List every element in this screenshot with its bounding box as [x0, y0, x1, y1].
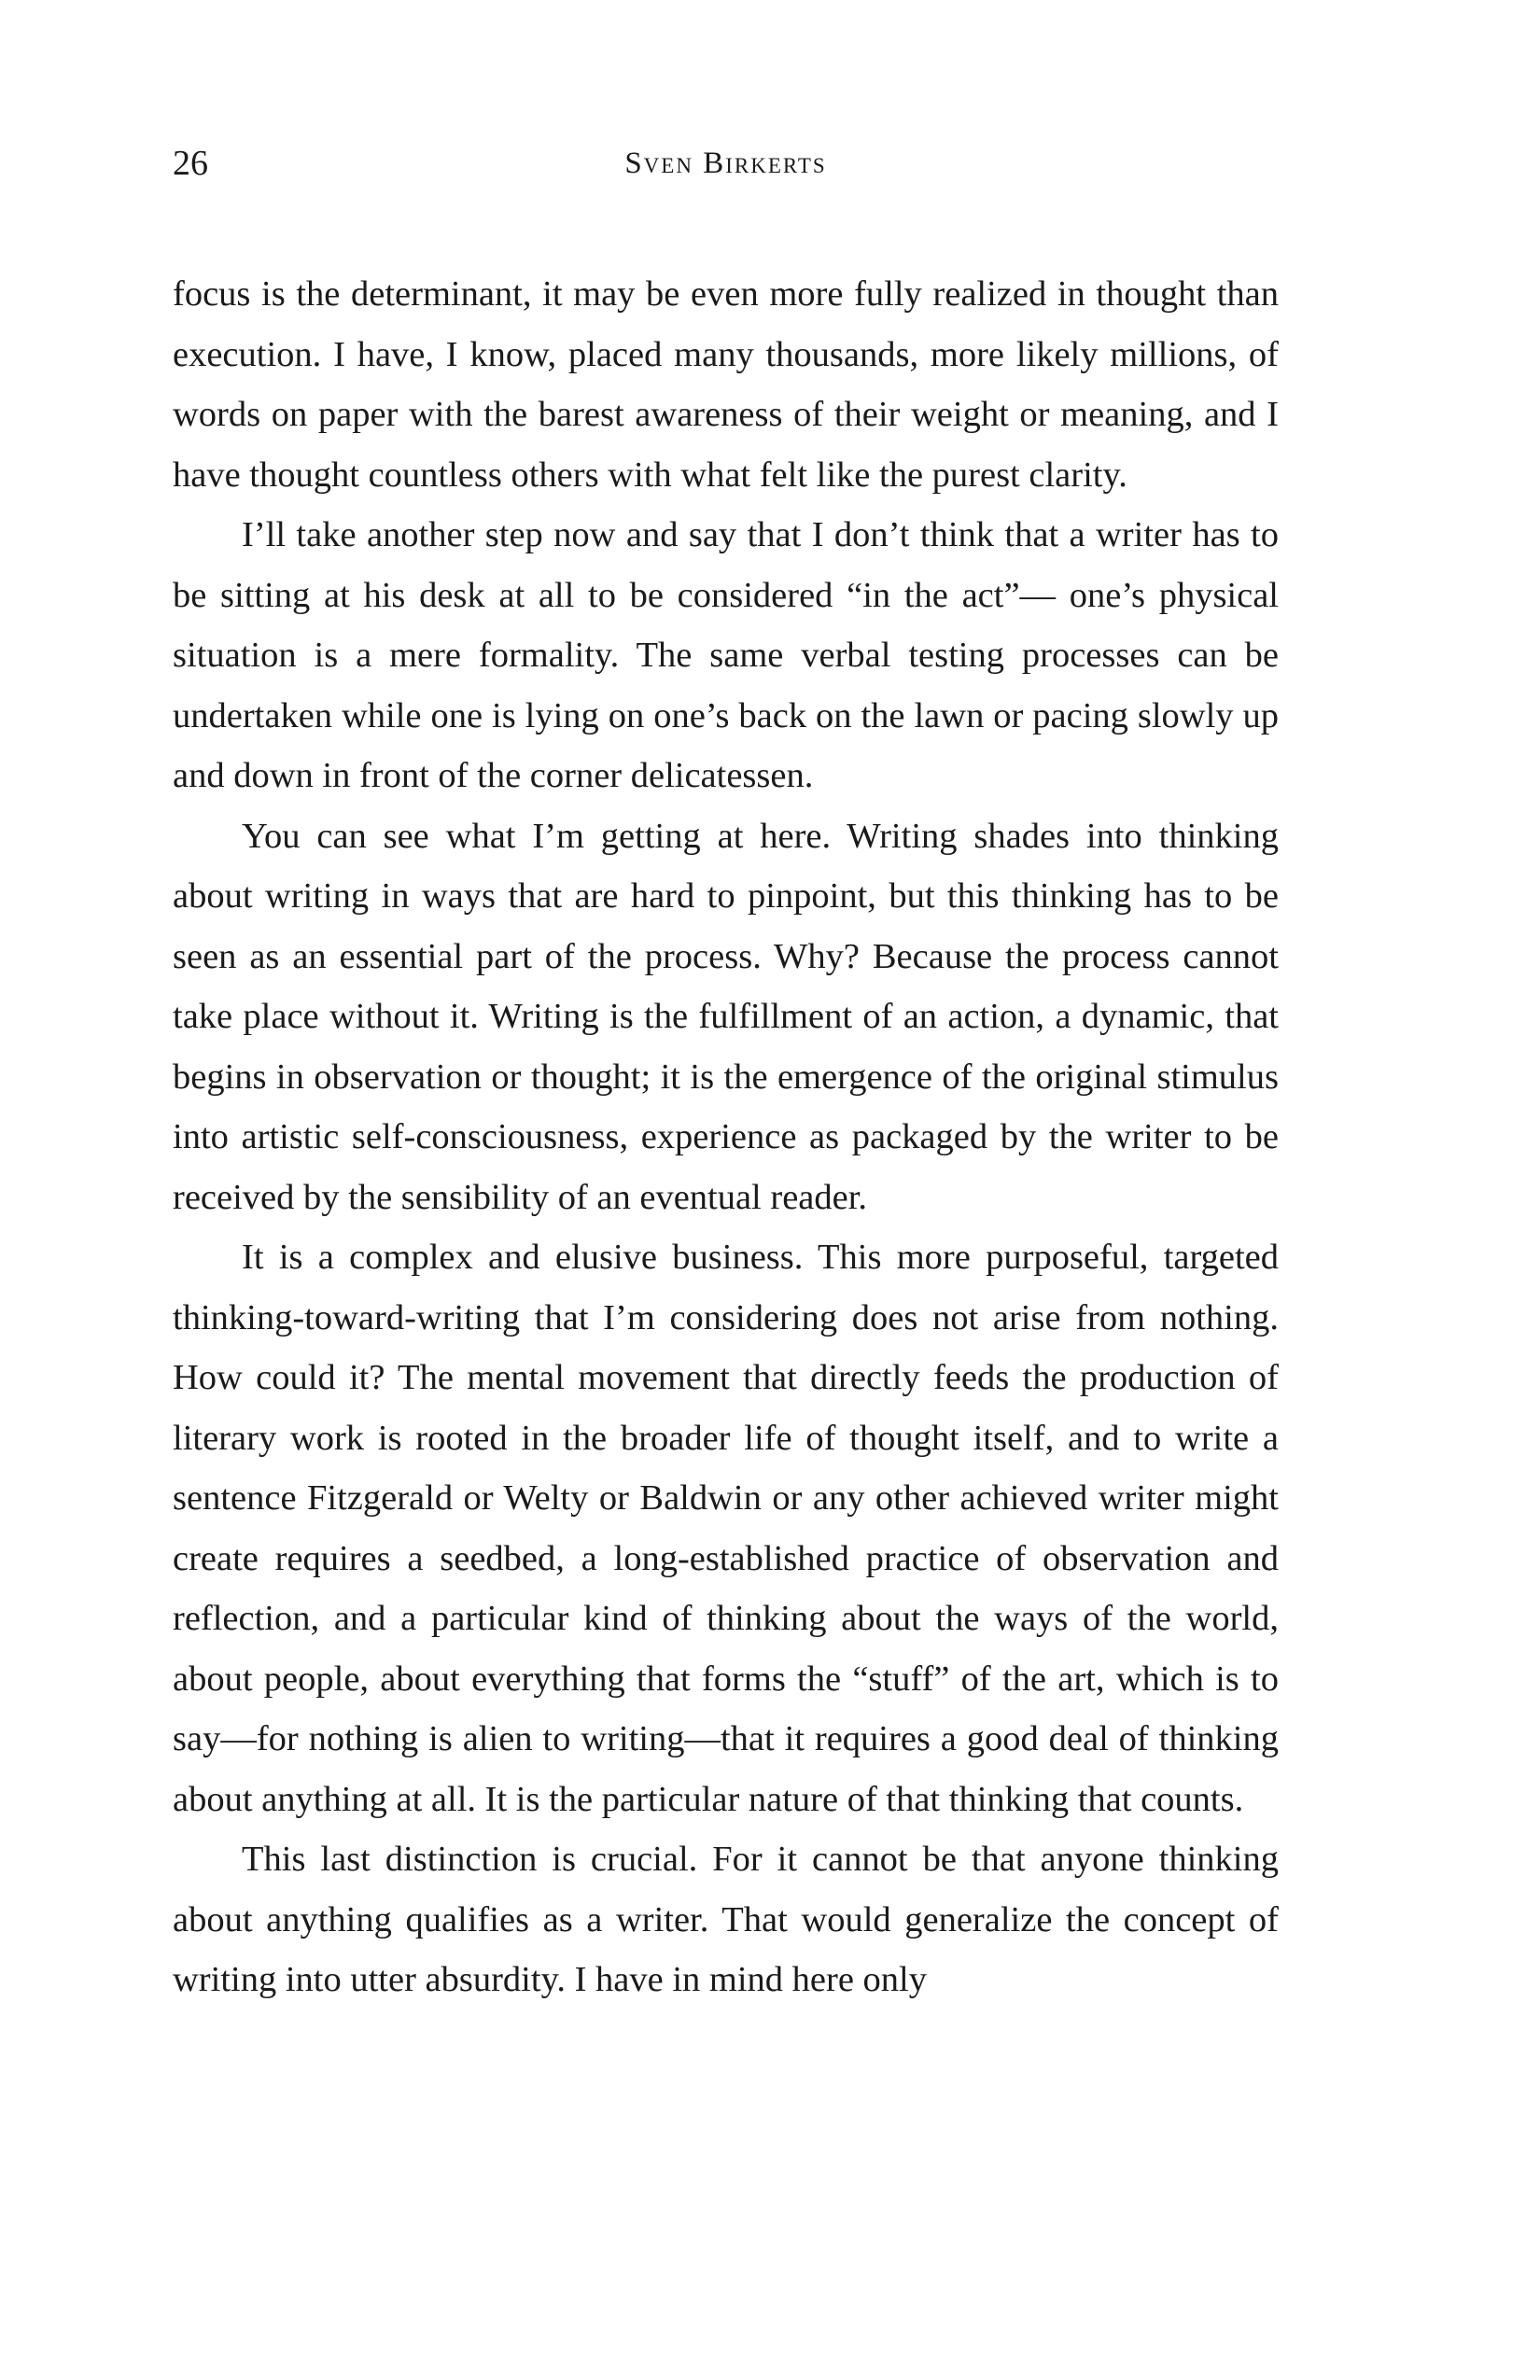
paragraph-1: focus is the determinant, it may be even more fully realized in thought than execution. I have, I know, placed many thousands, more likely millions, of words on paper with the barest awareness of their weight or meaning, and I have thought countless others with what felt like the purest clarity. [173, 274, 1279, 495]
page-number: 26 [173, 144, 208, 183]
body-text [173, 264, 1279, 2010]
paragraph-3: You can see what I’m getting at here. Writing shades into thinking about writing in ways that are hard to pinpoint, but this thinking has to be seen as an essential part of the process. Why? Because the process cannot take place without it. Writing is the fulfillment of an action, a dynamic, that begins in observation or thought; it is the emergence of the original stimulus into artistic self-consciousness, experience as packaged by the writer to be received by the sensibility of an eventual reader. [173, 816, 1279, 1217]
paragraph-2: I’ll take another step now and say that I don’t think that a writer has to be sitting at his desk at all to be considered “in the act”— one’s physical situation is a mere formality. The same verbal testing processes can be undertaken while one is lying on one’s back on the lawn or pacing slowly up and down in front of the corner delicatessen. [173, 515, 1279, 795]
page-header [173, 135, 1279, 191]
paragraph-4: It is a complex and elusive business. This more purposeful, targeted thinking-toward-writing that I’m considering does not arise from nothing. How could it? The mental movement that directly feeds the production of literary work is rooted in the broader life of thought itself, and to write a sentence Fitzgerald or Welty or Baldwin or any other achieved writer might create requires a seedbed, a long-established practice of observation and reflection, and a particular kind of thinking about the ways of the world, about people, about everything that forms the “stuff” of the art, which is to say—for nothing is alien to writing—that it requires a good deal of thinking about anything at all. It is the particular nature of that thinking that counts. [173, 1238, 1279, 1819]
paragraph-5: This last distinction is crucial. For it cannot be that anyone thinking about anything qualifies as a writer. That would generalize the concept of writing into utter absurdity. I have in mind here only [173, 1840, 1279, 1999]
running-head: Sven Birkerts [624, 147, 827, 180]
